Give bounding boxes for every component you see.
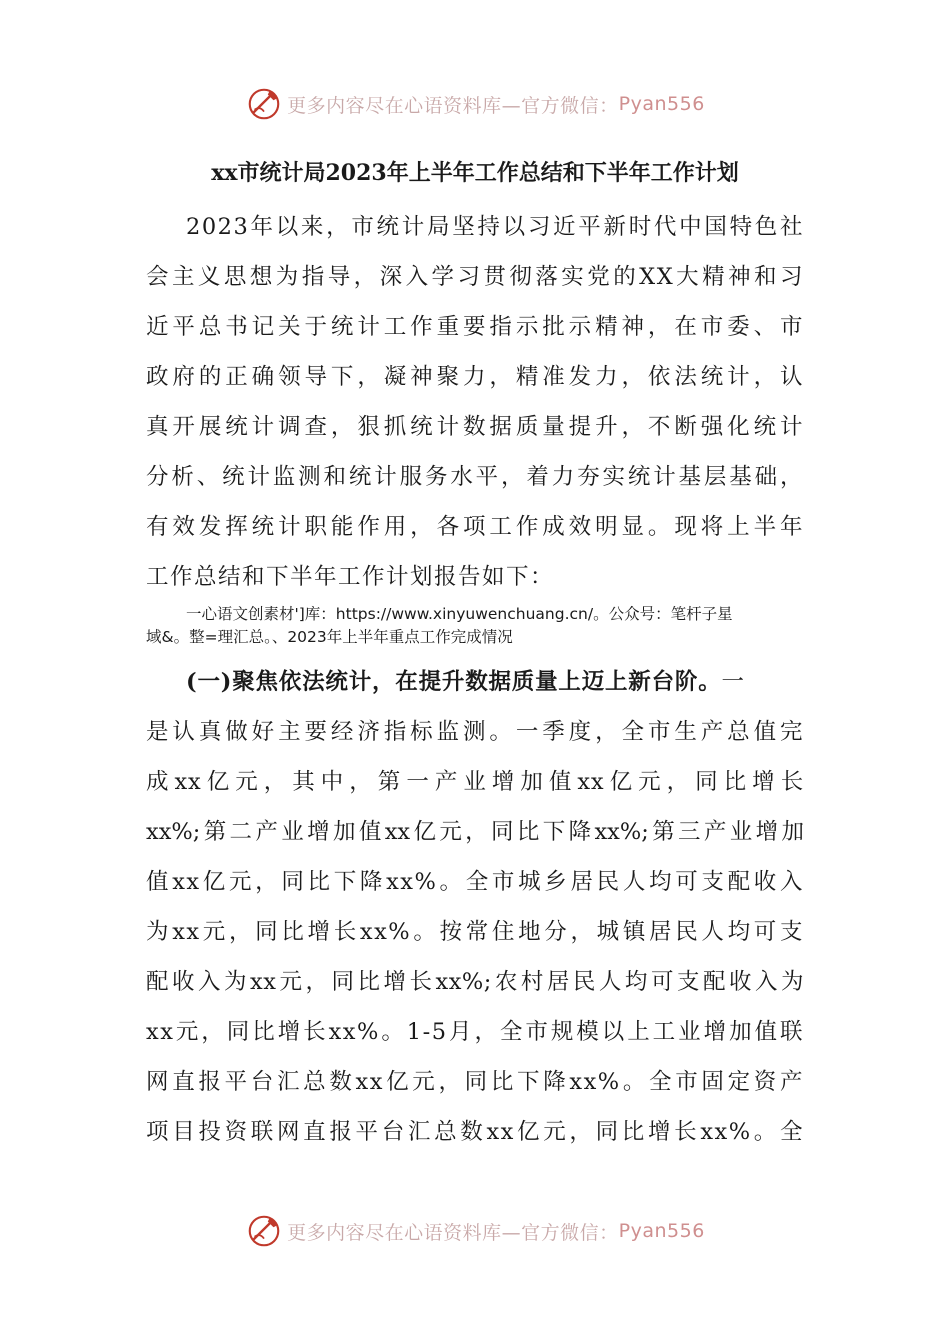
banner-contact: Pyan556 — [618, 93, 705, 115]
section-title-note: 域&。整=理汇总。、2023年上半年重点工作完成情况 — [146, 628, 513, 646]
banner-text: 更多内容尽在心语资料库—官方微信： — [287, 1221, 619, 1244]
source-note: 一心语文创素材']库：https://www.xinyuwenchuang.cn/。公众号：笔杆子星 — [186, 605, 733, 623]
footer-banner — [0, 1209, 950, 1253]
header-banner — [0, 82, 950, 126]
banner-text: 更多内容尽在心语资料库—官方微信： — [287, 94, 619, 117]
section-line: 值xx亿元，同比下降xx%。全市城乡居民人均可支配收入 — [146, 869, 804, 895]
paragraph-line: 政府的正确领导下，凝神聚力，精准发力，依法统计，认 — [146, 364, 804, 390]
paragraph-line: 会主义思想为指导，深入学习贯彻落实党的XX大精神和习 — [146, 264, 804, 290]
section-line: 是认真做好主要经济指标监测。一季度，全市生产总值完 — [146, 719, 804, 745]
pen-logo-icon — [245, 1212, 283, 1250]
section-heading — [186, 667, 745, 697]
paragraph-line: 真开展统计调查，狠抓统计数据质量提升，不断强化统计 — [146, 414, 804, 440]
section-line: 配收入为xx元，同比增长xx%;农村居民人均可支配收入为 — [146, 969, 804, 995]
section-line: 网直报平台汇总数xx亿元，同比下降xx%。全市固定资产 — [146, 1069, 804, 1095]
section-line: xx%;第二产业增加值xx亿元，同比下降xx%;第三产业增加 — [146, 819, 804, 845]
section-line: 为xx元，同比增长xx%。按常住地分，城镇居民人均可支 — [146, 919, 804, 945]
paragraph-line: 分析、统计监测和统计服务水平，着力夯实统计基层基础， — [146, 464, 804, 490]
section-line: 项目投资联网直报平台汇总数xx亿元，同比增长xx%。全 — [146, 1119, 804, 1145]
section-line: xx元，同比增长xx%。1-5月，全市规模以上工业增加值联 — [146, 1019, 804, 1045]
section-heading-bold: (一)聚焦依法统计，在提升数据质量上迈上新台阶。 — [186, 669, 722, 695]
pen-logo-icon — [245, 85, 283, 123]
paragraph-line: 2023年以来，市统计局坚持以习近平新时代中国特色社 — [186, 214, 804, 240]
banner-contact: Pyan556 — [618, 1220, 705, 1242]
paragraph-line: 工作总结和下半年工作计划报告如下： — [146, 564, 555, 590]
paragraph-line: 有效发挥统计职能作用，各项工作成效明显。现将上半年 — [146, 514, 804, 540]
document-title: xx市统计局2023年上半年工作总结和下半年工作计划 — [211, 160, 739, 186]
section-line: 成xx亿元，其中，第一产业增加值xx亿元，同比增长 — [146, 769, 804, 795]
paragraph-line: 近平总书记关于统计工作重要指示批示精神，在市委、市 — [146, 314, 804, 340]
section-heading-tail: 一 — [721, 669, 745, 695]
